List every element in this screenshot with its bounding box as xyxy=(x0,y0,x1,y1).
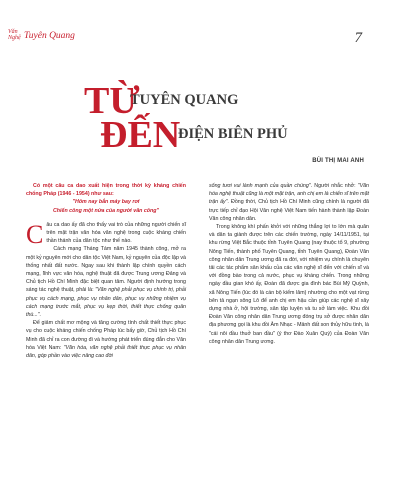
lead-quote-line-2: Chiến công một nửa của người văn công" xyxy=(52,207,160,214)
masthead-small: Văn Nghệ xyxy=(8,29,21,41)
lead-quote-line-1: "Hôm nay bắn máy bay rơi xyxy=(72,199,140,206)
paragraph: Trong không khí phấn khởi với những thắng lợi to lớn mà quân và dân ta giành được trên các chiến trường, ngày 14/11/1951, tại khu rừng Việt Bắc thuộc tỉnh Tuyên Quang (nay thuộc tổ 9, phường Nông Tiến, thành phố Tuyên Quang, tỉnh Tuyên Quang), Đoàn Văn công nhân dân Trung ương đã ra đời, với nhiệm vụ chính là chuyên tải các tác phẩm sân khấu của các văn nghệ sĩ đến với chiến sĩ và với đồng bào trong cả nước, phục vụ kháng chiến. Trong những ngày đầu gian khó ấy, Đoàn đã được gia đình bác Bùi Mỹ Quỳnh, xã Nông Tiến (lúc đó là cán bộ kiểm lâm) nhường cho một vạt rừng bên tả ngạn sông Lô để anh chị em hậu cần giúp các nghệ sĩ xây dựng nhà ở, hội trường, sân tập luyện và tu sở làm việc. Khu đồi Đoàn Văn công nhân dân Trung ương đóng trụ sở được nhân dân địa phương gọi là khu đồi Âm Nhạc - Mảnh đất son thủy hữu tình, là "cái nôi đầu thuở ban đầu" (ý thơ Đào Xuân Quý) của Đoàn Văn công nhân dân Trung ương. xyxy=(209,224,369,345)
right-column xyxy=(209,182,369,346)
left-column xyxy=(26,182,186,360)
page-number: 7 xyxy=(354,30,362,46)
author-byline: BÙI THỊ MAI ANH xyxy=(312,158,364,164)
title-big-den: ĐẾN xyxy=(100,114,181,156)
drop-cap: C xyxy=(26,219,44,249)
paragraph: Cách mạng Tháng Tám năm 1945 thành công, mở ra một kỷ nguyên mới cho dân tộc Việt Nam, kỷ nguyên của độc lập và thống nhất đất nước. Ngay sau khi thành lập chính quyền cách mạng, lĩnh vực văn hóa, nghệ thuật đã được Trung ương Đảng và Chủ tịch Hồ Chí Minh đặc biệt quan tâm. Người định hướng trong sáng tác nghệ thuật, phải là: "Văn nghệ phải phục vụ chính trị, phải phục vụ cách mạng, phục vụ nhân dân, phục vụ những nhiệm vụ cách mạng trước mắt, phục vụ kẹp thời, thiết thực chống quân thù...". xyxy=(26,246,186,319)
title-big-tu: TỪ xyxy=(84,80,140,122)
paragraph: Câu ca dao ấy đã cho thấy vai trò của những người chiến sĩ trên mặt trận văn hóa văn nghệ trong cuộc kháng chiến thần thánh của dân tộc như thế nào. xyxy=(26,219,186,249)
title-line-1: TUYÊN QUANG xyxy=(130,92,239,108)
title-line-2: ĐIỆN BIÊN PHỦ xyxy=(178,126,288,142)
article-title xyxy=(84,82,364,160)
lead-text: Có một câu ca dao xuất hiện trong thời kỳ kháng chiến chống Pháp (1946 - 1954) như sau: xyxy=(26,183,186,198)
masthead-name: Tuyên Quang xyxy=(24,31,75,41)
masthead xyxy=(8,29,75,41)
paragraph: sống tươi vui lành mạnh của quần chúng". Người nhắc nhở: "Văn hóa nghệ thuật cũng là một mặt trận, anh chị em là chiến sĩ trên mặt trận ấy". Đồng thời, Chủ tịch Hồ Chí Minh cũng chính là người đã trực tiếp chỉ đạo Hội Văn nghệ Việt Nam tiến hành thành lập Đoàn Văn công nhân dân. xyxy=(209,183,370,222)
paragraph: Để giảm chất mơ mộng và tăng cường tính chất thiết thực phục vụ cho cuộc kháng chiến chống Pháp lúc bấy giờ, Chủ tịch Hồ Chí Minh đã chỉ ra con đường đi và hướng phát triển đúng đắn cho Văn hóa Việt Nam: "Văn hóa, văn nghệ phải thiết thực phục vụ nhân dân, góp phần vào việc nâng cao đời xyxy=(26,320,186,360)
